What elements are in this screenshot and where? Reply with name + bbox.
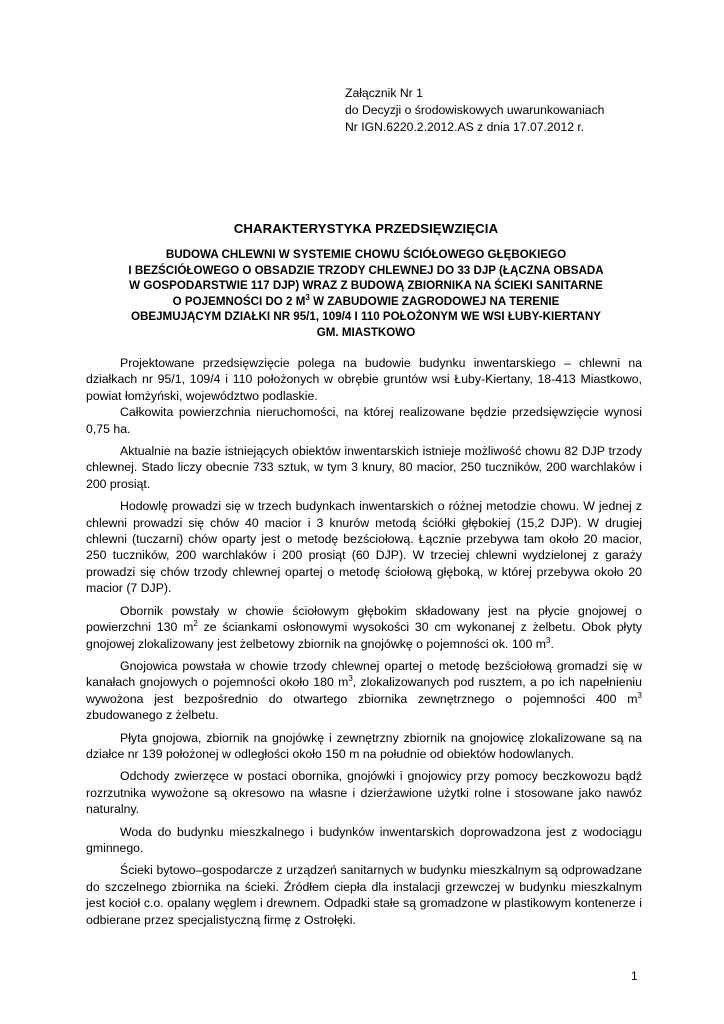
subtitle-line — [80, 294, 652, 310]
document-title: CHARAKTERYSTYKA PRZEDSIĘWZIĘCIA — [233, 221, 499, 236]
paragraph-project-description: Projektowane przedsięwzięcie polega na budowie budynku inwentarskiego – chlewni na działkach nr 95/1, 109/4 i 110 położonych w obrębie gruntów wsi Łuby-Kiertany, 18-413 Miastkowo, powiat łomżyński, województwo podlaskie. — [86, 356, 642, 403]
page-number: 1 — [631, 969, 638, 983]
paragraph-text: zbudowanego z żelbetu. — [86, 708, 219, 723]
paragraph-current-capacity: Aktualnie na bazie istniejących obiektów inwentarskich istnieje możliwość chowu 82 DJP trzody chlewnej. Stado liczy obecnie 733 sztuk, w tym 3 knury, 80 macior, 250 tuczników, 200 warchlaków i 200 prosiąt. — [86, 444, 642, 491]
attachment-header — [345, 85, 604, 136]
paragraph-sewage-heating: Ścieki bytowo–gospodarcze z urządzeń sanitarnych w budynku mieszkalnym są odprowadzane do szczelnego zbiornika na ścieki. Źródłem ciepła dla instalacji grzewczej w budynku mieszkalnym jest kocioł c.o. opalany węglem i drewnem. Odpadki stałe są gromadzone w plastikowym kontenerze i odbierane przez specjalistyczną firmę z Ostrołęki. — [86, 863, 642, 927]
subtitle-text: O POJEMNOŚCI DO 2 M — [172, 294, 306, 308]
subtitle-text: W ZABUDOWIE ZAGRODOWEJ NA TERENIE — [309, 294, 560, 308]
paragraph-text: ze ściankami osłonowymi wysokości 30 cm wykonanej z żelbetu. Obok płyty gnojowej zlokalizowany jest żelbetowy zbiornik na gnojówkę o pojemności ok. 100 m — [86, 620, 643, 651]
subtitle-line: BUDOWA CHLEWNI W SYSTEMIE CHOWU ŚCIÓŁOWEGO GŁĘBOKIEGO — [165, 248, 567, 261]
paragraph-storage-location: Płyta gnojowa, zbiornik na gnojówkę i zewnętrzny zbiornik na gnojowicę zlokalizowane są na działce nr 139 położonej w odległości około 150 m na południe od obiektów hodowlanych. — [86, 730, 642, 761]
paragraph-text: . — [550, 636, 554, 651]
project-subtitle — [80, 247, 652, 340]
superscript: 3 — [546, 635, 551, 645]
attachment-number: Załącznik Nr 1 — [345, 86, 423, 100]
subtitle-line: GM. MIASTKOWO — [316, 325, 416, 339]
superscript: 3 — [305, 292, 310, 302]
superscript: 3 — [637, 690, 642, 700]
decision-number-date: Nr IGN.6220.2.2012.AS z dnia 17.07.2012 r. — [345, 120, 585, 134]
subtitle-line: W GOSPODARSTWIE 117 DJP) WRAZ Z BUDOWĄ ZBIORNIKA NA ŚCIEKI SANITARNE — [129, 279, 603, 292]
superscript: 2 — [193, 619, 198, 629]
paragraph-manure-storage — [86, 603, 642, 652]
paragraph-water-supply: Woda do budynku mieszkalnego i budynków inwentarskich doprowadzona jest z wodociągu gminnego. — [86, 824, 642, 855]
paragraph-fertilizer-use: Odchody zwierzęce w postaci obornika, gnojówki i gnojowicy przy pomocy beczkowozu bądź rozrzutnika wywożone są okresowo na własne i dzierżawione użytki rolne i stosowane jako nawóz naturalny. — [86, 769, 642, 817]
superscript: 3 — [348, 674, 353, 684]
paragraph-text: Gnojowica powstała w chowie trzody chlewnej opartej o metodę bezściołową gromadzi się w kanałach gnojowych o pojemności około 180 m — [86, 658, 642, 690]
subtitle-line: I BEZŚCIÓŁOWEGO O OBSADZIE TRZODY CHLEWNEJ DO 33 DJP (ŁĄCZNA OBSADA — [128, 263, 604, 277]
document-body — [86, 355, 642, 934]
subtitle-line: OBEJMUJĄCYM DZIAŁKI NR 95/1, 109/4 I 110 POŁOŻONYM WE WSI ŁUBY-KIERTANY — [130, 310, 602, 323]
paragraph-breeding-buildings: Hodowlę prowadzi się w trzech budynkach inwentarskich o różnej metodzie chowu. W jednej z chlewni prowadzi się chów 40 macior i 3 knurów metodą ściółki głębokiej (15,2 DJP). W drugiej chlewni (tuczarni) chów oparty jest o metodę bezściołową. Łącznie przebywa tam około 20 macior, 250 tuczników, 200 warchlaków i 200 prosiąt (60 DJP). W trzeciej chlewni wydzielonej z garaży prowadzi się chów trzody chlewnej opartej o metodę ściołową głęboką, w której przebywa około 20 macior (7 DJP). — [86, 499, 642, 596]
paragraph-text: , zlokalizowanych pod rusztem, a po ich napełnieniu wywożona jest bezpośrednio do otwartego zbiornika zewnętrznego o pojemności 400 m — [86, 675, 642, 706]
paragraph-text: Obornik powstały w chowie ściołowym głębokim składowany jest na płycie gnojowej o powierzchni 130 m — [86, 603, 642, 635]
paragraph-slurry — [86, 658, 642, 724]
decision-reference: do Decyzji o środowiskowych uwarunkowaniach — [345, 103, 605, 117]
paragraph-total-area: Całkowita powierzchnia nieruchomości, na której realizowane będzie przedsięwzięcie wynosi 0,75 ha. — [86, 405, 642, 436]
